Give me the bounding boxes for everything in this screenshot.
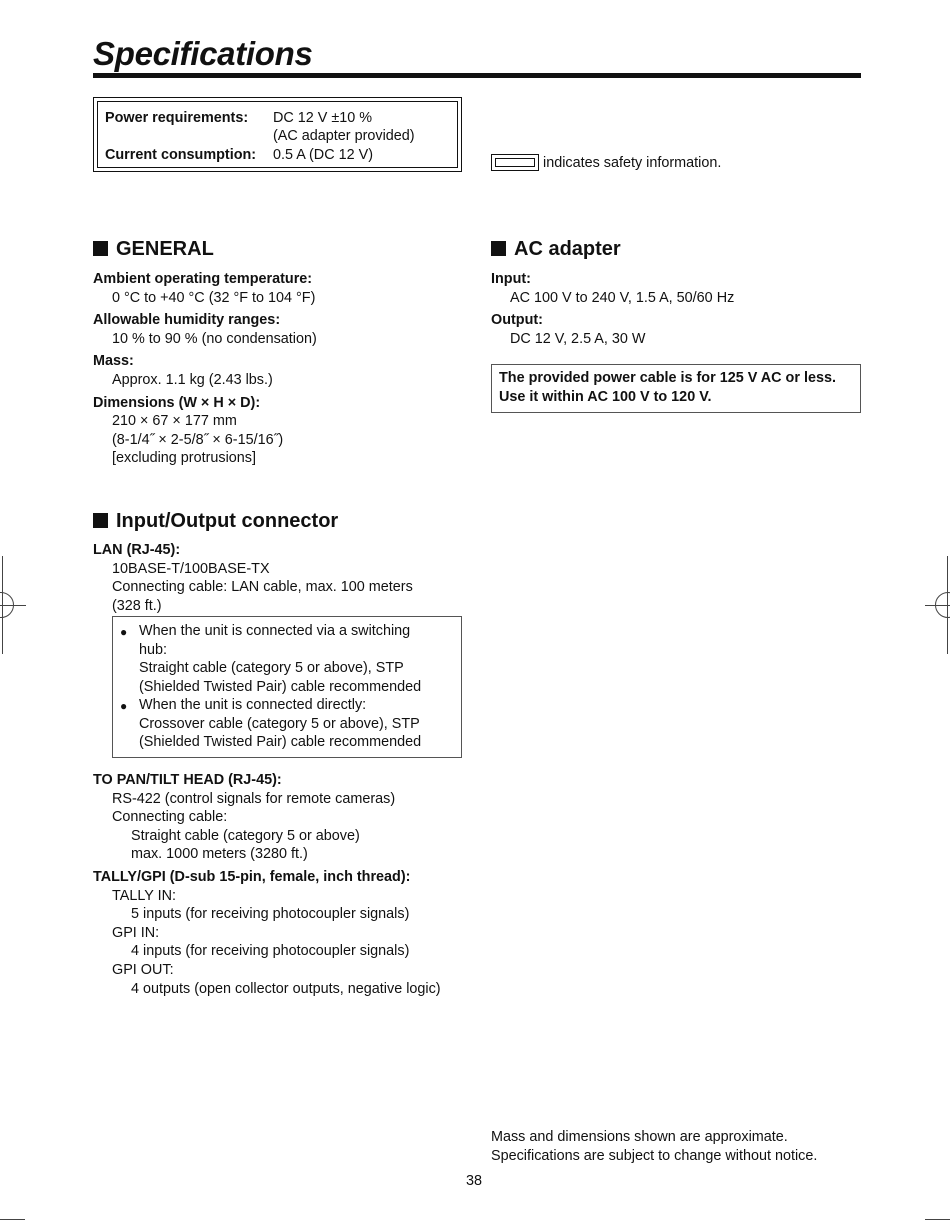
pan-tilt-cable-label: Connecting cable: <box>112 809 228 826</box>
mass-value: Approx. 1.1 kg (2.43 lbs.) <box>112 371 273 388</box>
safety-legend <box>491 154 721 173</box>
footer-note <box>491 1128 817 1165</box>
warning-line-2: Use it within AC 100 V to 120 V. <box>499 388 712 405</box>
ac-adapter-heading-text: AC adapter <box>514 238 621 260</box>
bullet-icon: ● <box>120 699 128 713</box>
power-requirements-row <box>105 109 372 128</box>
note-1-line-3: Straight cable (category 5 or above), STP <box>139 660 404 676</box>
power-requirements-note: (AC adapter provided) <box>273 128 415 144</box>
crop-mark-bottom-left <box>0 1219 25 1220</box>
power-requirements-row-2 <box>105 127 415 146</box>
note-1-line-2: hub: <box>139 641 168 658</box>
general-heading <box>93 237 214 261</box>
gpi-out-value: 4 outputs (open collector outputs, negative logic) <box>131 980 441 997</box>
current-consumption-label: Current consumption: <box>105 147 257 163</box>
output-value: DC 12 V, 2.5 A, 30 W <box>510 330 646 347</box>
lan-standard: 10BASE-T/100BASE-TX <box>112 560 270 577</box>
warning-line-1: The provided power cable is for 125 V AC or less. <box>499 370 836 386</box>
current-consumption-value: 0.5 A (DC 12 V) <box>273 147 373 163</box>
pan-tilt-specs <box>93 771 441 998</box>
io-connector-heading-text: Input/Output connector <box>116 510 339 532</box>
lan-specs <box>93 541 413 615</box>
mass-label: Mass: <box>93 353 134 370</box>
safety-symbol-icon <box>491 154 539 171</box>
note-2-line-2: Crossover cable (category 5 or above), STP <box>139 715 420 732</box>
output-label: Output: <box>491 312 543 329</box>
tally-in-label: TALLY IN: <box>112 887 176 904</box>
current-consumption-row <box>105 146 373 165</box>
footer-line-2: Specifications are subject to change without notice. <box>491 1147 818 1164</box>
general-specs <box>93 270 317 468</box>
gpi-in-label: GPI IN: <box>112 924 160 941</box>
dimensions-value-inch: (8-1/4˝ × 2-5/8˝ × 6-15/16˝) <box>112 431 284 448</box>
humidity-label: Allowable humidity ranges: <box>93 312 281 329</box>
pan-tilt-signal: RS-422 (control signals for remote cameras) <box>112 790 396 807</box>
gpi-out-label: GPI OUT: <box>112 961 174 978</box>
dimensions-note: [excluding protrusions] <box>112 450 256 467</box>
humidity-value: 10 % to 90 % (no condensation) <box>112 330 317 347</box>
note-2-line-1: When the unit is connected directly: <box>139 697 367 713</box>
pan-tilt-label: TO PAN/TILT HEAD (RJ-45): <box>93 772 282 788</box>
temp-label: Ambient operating temperature: <box>93 271 313 287</box>
temp-value: 0 °C to +40 °C (32 °F to 104 °F) <box>112 289 316 306</box>
crop-mark-bottom-right <box>925 1219 950 1220</box>
io-connector-heading <box>93 509 338 533</box>
lan-label: LAN (RJ-45): <box>93 542 181 558</box>
ac-adapter-specs <box>491 270 734 348</box>
page-title: Specifications <box>93 35 313 72</box>
power-requirements-label: Power requirements: <box>105 110 249 126</box>
input-label: Input: <box>491 271 531 287</box>
square-bullet-icon <box>93 241 108 256</box>
lan-cable-length: (328 ft.) <box>112 597 162 614</box>
safety-legend-text: indicates safety information. <box>543 155 722 171</box>
note-1-line-1: When the unit is connected via a switching <box>139 623 411 639</box>
input-value: AC 100 V to 240 V, 1.5 A, 50/60 Hz <box>510 289 735 306</box>
bullet-icon: ● <box>120 625 128 639</box>
dimensions-label: Dimensions (W × H × D): <box>93 394 261 411</box>
title-rule <box>93 73 861 78</box>
note-1-line-4: (Shielded Twisted Pair) cable recommended <box>139 678 422 695</box>
power-requirements-value: DC 12 V ±10 % <box>273 110 373 126</box>
square-bullet-icon <box>491 241 506 256</box>
pan-tilt-cable-length: max. 1000 meters (3280 ft.) <box>131 846 308 863</box>
dimensions-value-mm: 210 × 67 × 177 mm <box>112 413 237 430</box>
power-spec-box <box>93 97 462 172</box>
tally-in-value: 5 inputs (for receiving photocoupler signals) <box>131 906 410 923</box>
tally-gpi-label: TALLY/GPI (D-sub 15-pin, female, inch thread): <box>93 868 411 885</box>
pan-tilt-cable-type: Straight cable (category 5 or above) <box>131 827 360 844</box>
power-cable-warning-box <box>491 364 861 413</box>
footer-line-1: Mass and dimensions shown are approximate. <box>491 1129 788 1145</box>
gpi-in-value: 4 inputs (for receiving photocoupler signals) <box>131 943 410 960</box>
note-2-line-3: (Shielded Twisted Pair) cable recommended <box>139 734 422 750</box>
registration-circle-right <box>935 592 950 618</box>
ac-adapter-heading <box>491 237 621 261</box>
lan-cable: Connecting cable: LAN cable, max. 100 meters <box>112 579 413 596</box>
registration-circle-left <box>0 592 14 618</box>
square-bullet-icon <box>93 513 108 528</box>
lan-cable-note-box <box>112 616 462 758</box>
general-heading-text: GENERAL <box>116 238 214 260</box>
page-number: 38 <box>466 1173 483 1189</box>
